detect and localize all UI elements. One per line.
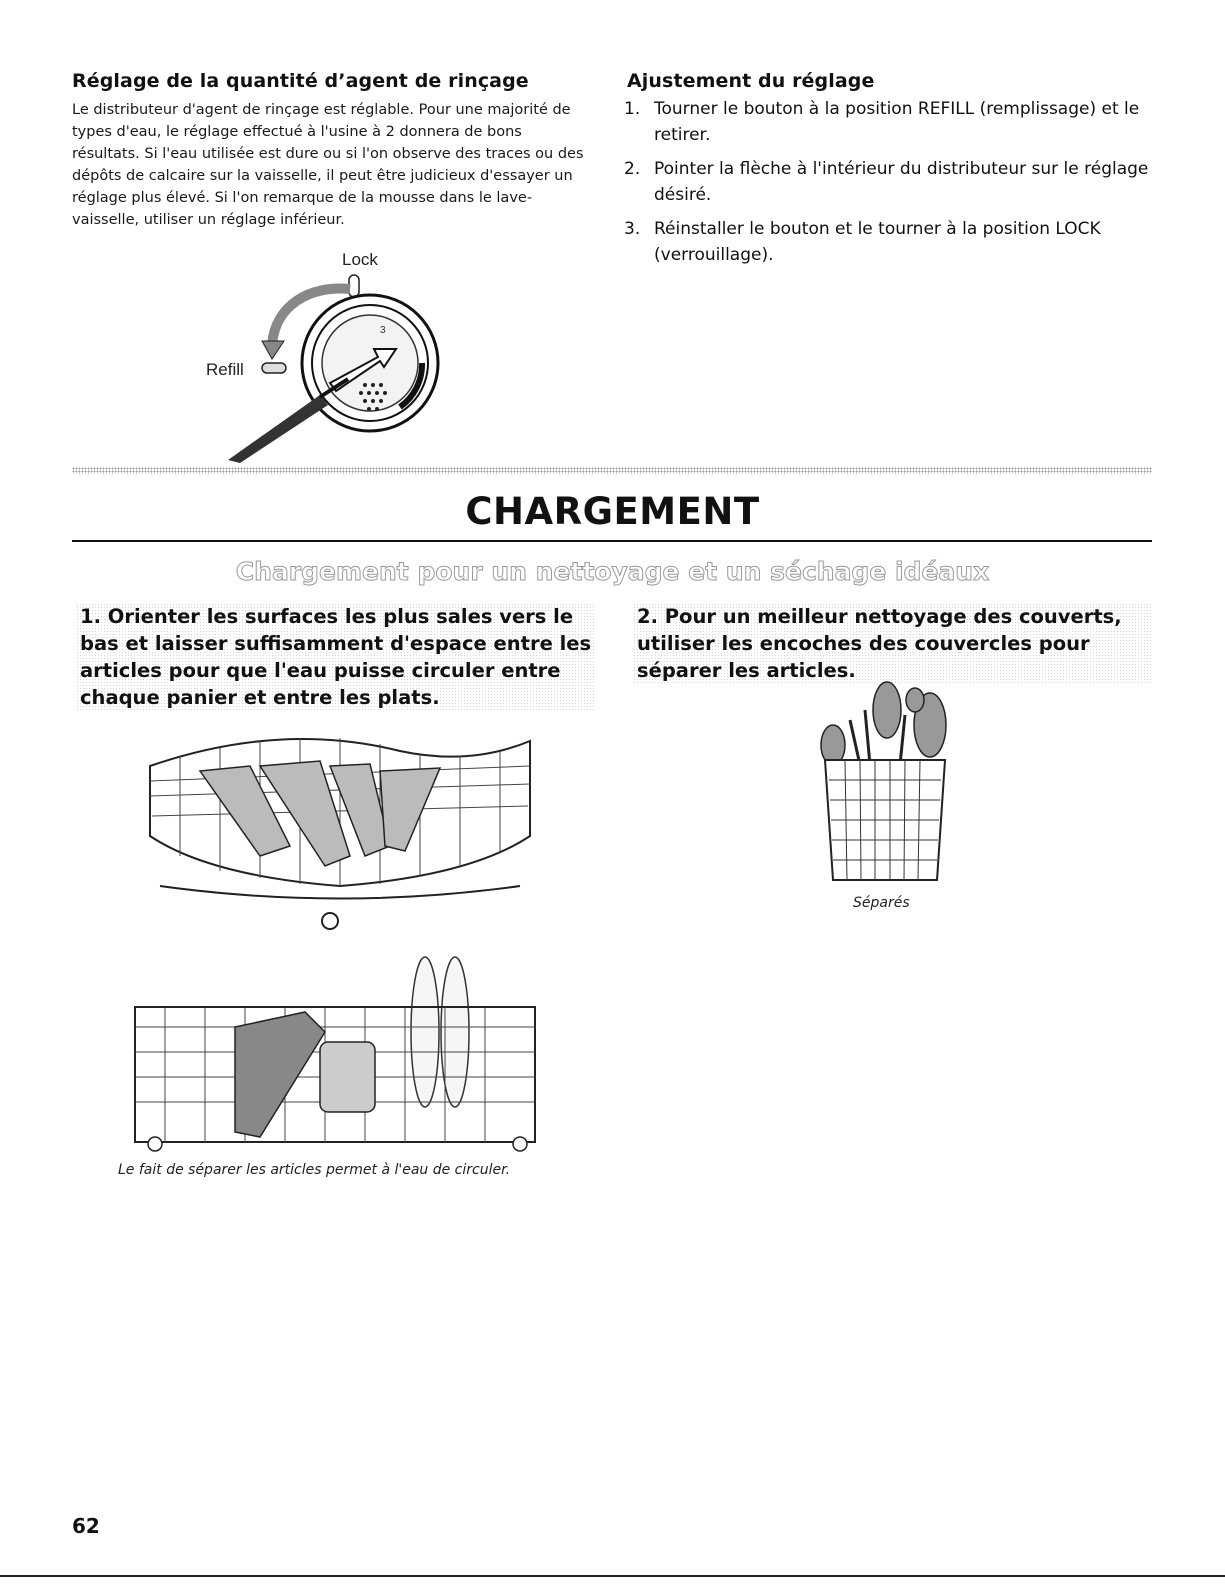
bottom-border <box>0 1575 1225 1577</box>
dial-mark-3: 3 <box>380 325 386 336</box>
adjust-steps <box>624 96 1154 276</box>
dotted-divider <box>72 467 1152 474</box>
tip-2: 2. Pour un meilleur nettoyage des couverts, utiliser les encoches des couvercles pour séparer les articles. <box>633 603 1153 684</box>
lock-label: Lock <box>342 250 378 269</box>
refill-label: Refill <box>206 360 244 379</box>
basket-caption: Séparés <box>853 895 910 911</box>
section-title: CHARGEMENT <box>465 490 760 533</box>
adjust-step: 2. Pointer la flèche à l'intérieur du distributeur sur le réglage désiré. <box>624 159 1149 205</box>
adjust-title: Ajustement du réglage <box>627 70 875 92</box>
adjust-step: 3. Réinstaller le bouton et le tourner à la position LOCK (verrouillage). <box>624 219 1101 265</box>
page-number: 62 <box>72 1514 100 1538</box>
rinse-body: Le distributeur d'agent de rinçage est réglable. Pour une majorité de types d'eau, le réglage effectué à l'usine à 2 donnera de bons résultats. Si l'eau utilisée est dure ou si l'on observe des traces ou des dépôts de calcaire sur la vaisselle, il peut être judicieux d'essayer un réglage plus élevé. Si l'on remarque de la mousse dans le lave-vaisselle, utiliser un réglage inférieur. <box>72 102 584 228</box>
section-subtitle: Chargement pour un nettoyage et un séchage idéaux <box>235 557 990 586</box>
section-rule <box>72 540 1152 542</box>
adjust-step: 1. Tourner le bouton à la position REFILL (remplissage) et le retirer. <box>624 99 1140 145</box>
tip-1: 1. Orienter les surfaces les plus sales vers le bas et laisser suffisamment d'espace entre les articles pour que l'eau puisse circuler entre chaque panier et entre les plats. <box>76 603 596 711</box>
silverware-basket-illustration <box>805 680 965 890</box>
racks-caption: Le fait de séparer les articles permet à l'eau de circuler. <box>118 1162 511 1178</box>
rinse-title: Réglage de la quantité d’agent de rinçage <box>72 70 529 92</box>
upper-rack-illustration <box>140 726 540 936</box>
rinse-dial-illustration <box>200 245 460 465</box>
lower-rack-illustration <box>125 952 545 1162</box>
